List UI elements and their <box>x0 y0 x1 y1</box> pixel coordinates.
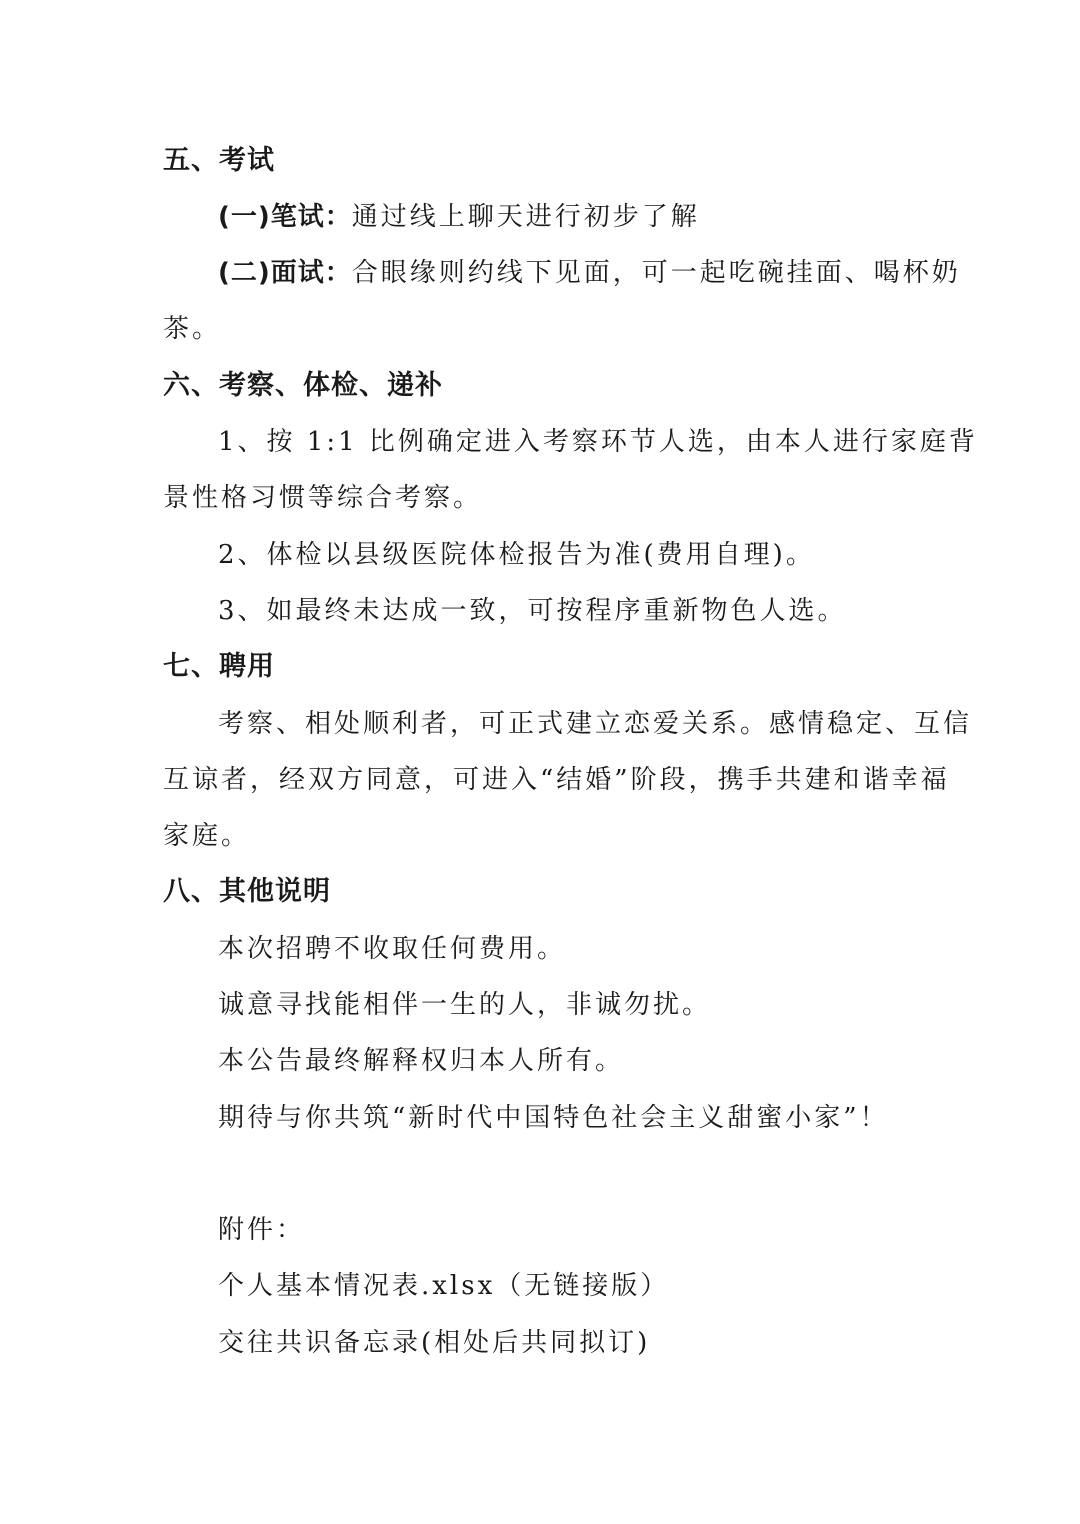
section-heading-inspection: 六、考察、体检、递补 <box>163 370 443 401</box>
other-p4: 期待与你共筑“新时代中国特色社会主义甜蜜小家”！ <box>218 1103 889 1133</box>
interview-text-line2: 茶。 <box>163 314 222 344</box>
hiring-p-line1: 考察、相处顺利者，可正式建立恋爱关系。感情稳定、互信 <box>218 709 973 739</box>
other-p3: 本公告最终解释权归本人所有。 <box>218 1046 625 1076</box>
section-heading-hiring: 七、聘用 <box>163 651 275 682</box>
interview-label: (二)面试： <box>218 258 352 288</box>
section-heading-exam: 五、考试 <box>163 145 275 176</box>
section-heading-other: 八、其他说明 <box>163 876 331 907</box>
written-exam-label: (一)笔试： <box>218 202 352 232</box>
other-p1: 本次招聘不收取任何费用。 <box>218 934 567 964</box>
attachment-item-personal-info: 个人基本情况表.xlsx（无链接版） <box>218 1271 670 1301</box>
hiring-p-line3: 家庭。 <box>163 821 251 851</box>
written-exam-text: 通过线上聊天进行初步了解 <box>351 202 700 232</box>
attachments-label: 附件： <box>218 1215 306 1245</box>
inspection-p1-line1: 1、按 1:1 比例确定进入考察环节人选，由本人进行家庭背 <box>218 427 978 457</box>
hiring-p-line2: 互谅者，经双方同意，可进入“结婚”阶段，携手共建和谐幸福 <box>163 765 950 795</box>
other-p2: 诚意寻找能相伴一生的人，非诚勿扰。 <box>218 990 712 1020</box>
attachment-item-memo: 交往共识备忘录(相处后共同拟订) <box>218 1328 651 1358</box>
inspection-p2: 2、体检以县级医院体检报告为准(费用自理)。 <box>218 540 815 570</box>
interview-text-line1: 合眼缘则约线下见面，可一起吃碗挂面、喝杯奶 <box>351 258 961 288</box>
inspection-p3: 3、如最终未达成一致，可按程序重新物色人选。 <box>218 596 847 626</box>
exam-item-written <box>218 197 923 237</box>
exam-item-interview <box>218 253 961 293</box>
inspection-p1-line2: 景性格习惯等综合考察。 <box>163 483 483 513</box>
